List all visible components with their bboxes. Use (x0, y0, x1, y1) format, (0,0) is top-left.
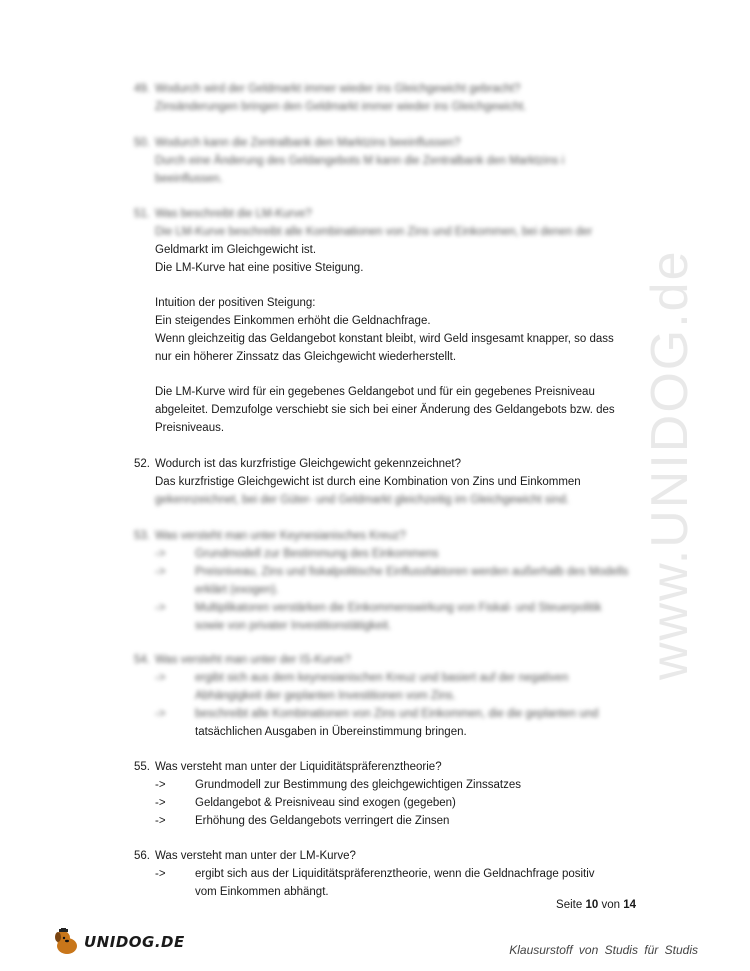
page-of: von (601, 899, 620, 911)
question-49 (134, 80, 634, 116)
answer-line: Ein steigendes Einkommen erhöht die Geldnachfrage. (155, 315, 431, 327)
bullet-text: Geldangebot & Preisniveau sind exogen (gegeben) (195, 797, 456, 809)
question-51 (134, 205, 634, 437)
bullet-text: sowie von privater Investitionstätigkeit. (195, 620, 392, 632)
question-number: 55. (134, 761, 150, 773)
bullet-item (155, 776, 634, 794)
arrow-marker: -> (155, 797, 166, 809)
bullet-text: Erhöhung des Geldangebots verringert die Zinsen (195, 815, 450, 827)
bullet-text: Preisniveau, Zins und fiskalpolitische Einflussfaktoren werden außerhalb des Modells (195, 566, 629, 578)
bullet-text: erklärt (exogen). (195, 584, 279, 596)
page-current: 10 (585, 899, 599, 911)
page-number (556, 899, 636, 911)
spacer (155, 277, 634, 294)
bullet-item (155, 669, 634, 705)
question-50 (134, 134, 634, 188)
question-53 (134, 527, 634, 635)
answer-line: Zinsänderungen bringen den Geldmarkt immer wieder ins Gleichgewicht. (155, 101, 527, 113)
answer-line: gekennzeichnet, bei der Güter- und Geldmarkt gleichzeitig im Gleichgewicht sind. (155, 494, 570, 506)
spacer (155, 366, 634, 383)
bullet-text: Grundmodell zur Bestimmung des Einkommens (195, 548, 439, 560)
question-title: Was versteht man unter der LM-Kurve? (155, 850, 356, 862)
answer-line: beeinflussen. (155, 173, 223, 185)
bullet-item (155, 794, 634, 812)
question-title: Wodurch wird der Geldmarkt immer wieder ins Gleichgewicht gebracht? (155, 83, 521, 95)
question-title: Wodurch ist das kurzfristige Gleichgewicht gekennzeichnet? (155, 458, 461, 470)
question-52 (134, 455, 634, 509)
bullet-text: tatsächlichen Ausgaben in Übereinstimmung bringen. (195, 726, 467, 738)
bullet-item (155, 705, 634, 741)
answer-line: Die LM-Kurve wird für ein gegebenes Geldangebot und für ein gegebenes Preisniveau (155, 386, 595, 398)
answer-line: Intuition der positiven Steigung: (155, 297, 316, 309)
question-number: 53. (134, 530, 150, 542)
bullet-text: Abhängigkeit der geplanten Investitionen vom Zins. (195, 690, 456, 702)
question-number: 51. (134, 208, 150, 220)
answer-line: Preisniveaus. (155, 422, 225, 434)
question-title: Was versteht man unter der Liquiditätspräferenztheorie? (155, 761, 442, 773)
question-number: 56. (134, 850, 150, 862)
arrow-marker: -> (155, 602, 166, 614)
watermark: www.UNIDOG.de (641, 249, 699, 680)
question-title: Was beschreibt die LM-Kurve? (155, 208, 312, 220)
page-total: 14 (623, 899, 636, 911)
dog-icon (52, 928, 82, 956)
arrow-marker: -> (155, 708, 166, 720)
bullet-text: ergibt sich aus der Liquiditätspräferenztheorie, wenn die Geldnachfrage positiv (195, 868, 595, 880)
answer-line: Die LM-Kurve hat eine positive Steigung. (155, 262, 364, 274)
bullet-text: beschreibt alle Kombinationen von Zins und Einkommen, die die geplanten und (195, 708, 599, 720)
question-54 (134, 651, 634, 741)
question-title: Wodurch kann die Zentralbank den Marktzins beeinflussen? (155, 137, 461, 149)
answer-line: Durch eine Änderung des Geldangebots M kann die Zentralbank den Marktzins i (155, 155, 565, 167)
bullet-text: vom Einkommen abhängt. (195, 886, 329, 898)
answer-line: Wenn gleichzeitig das Geldangebot konstant bleibt, wird Geld insgesamt knapper, so dass (155, 333, 614, 345)
tagline: Klausurstoff von Studis für Studis (509, 943, 698, 957)
arrow-marker: -> (155, 548, 166, 560)
question-title: Was versteht man unter der IS-Kurve? (155, 654, 351, 666)
question-number: 54. (134, 654, 150, 666)
bullet-item (155, 865, 634, 901)
question-number: 50. (134, 137, 150, 149)
answer-line: nur ein höherer Zinssatz das Gleichgewicht wiederherstellt. (155, 351, 457, 363)
question-title: Was versteht man unter Keynesianisches Kreuz? (155, 530, 406, 542)
question-56 (134, 847, 634, 901)
bullet-item (155, 812, 634, 830)
question-number: 49. (134, 83, 150, 95)
arrow-marker: -> (155, 566, 166, 578)
arrow-marker: -> (155, 868, 166, 880)
logo-text: UNIDOG.DE (84, 933, 185, 951)
bullet-item (155, 545, 634, 563)
question-55 (134, 758, 634, 830)
bullet-text: ergibt sich aus dem keynesianischen Kreuz und basiert auf der negativen (195, 672, 569, 684)
page-label: Seite (556, 899, 583, 911)
bullet-item (155, 599, 634, 635)
answer-line: Geldmarkt im Gleichgewicht ist. (155, 244, 317, 256)
bullet-item (155, 563, 634, 599)
unidog-logo (52, 928, 185, 956)
arrow-marker: -> (155, 815, 166, 827)
answer-line: Die LM-Kurve beschreibt alle Kombinationen von Zins und Einkommen, bei denen der (155, 226, 593, 238)
bullet-text: Grundmodell zur Bestimmung des gleichgewichtigen Zinssatzes (195, 779, 521, 791)
question-number: 52. (134, 458, 150, 470)
arrow-marker: -> (155, 672, 166, 684)
bullet-text: Multiplikatoren verstärken die Einkommenswirkung von Fiskal- und Steuerpolitik (195, 602, 602, 614)
answer-line: abgeleitet. Demzufolge verschiebt sie sich bei einer Änderung des Geldangebots bzw. des (155, 404, 615, 416)
answer-line: Das kurzfristige Gleichgewicht ist durch eine Kombination von Zins und Einkommen (155, 476, 581, 488)
arrow-marker: -> (155, 779, 166, 791)
